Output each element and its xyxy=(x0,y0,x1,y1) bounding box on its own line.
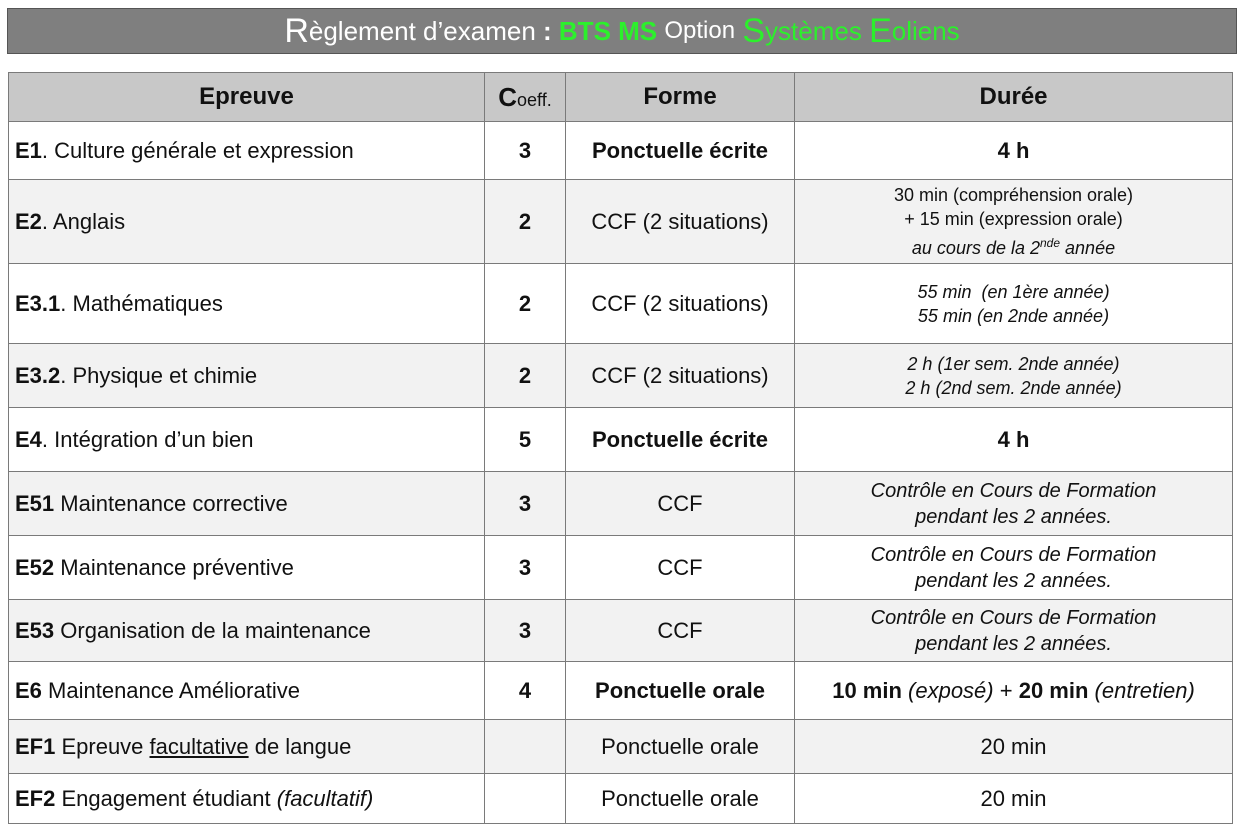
cell-coeff: 2 xyxy=(485,344,566,408)
cell-forme: Ponctuelle écrite xyxy=(566,122,795,180)
epreuve-code: E2 xyxy=(15,208,42,234)
cell-coeff: 3 xyxy=(485,122,566,180)
cell-epreuve xyxy=(9,472,485,536)
cell-duree: 4 h xyxy=(795,122,1233,180)
epreuve-code: E1 xyxy=(15,137,42,163)
duree-line-sup: nde xyxy=(1040,236,1061,250)
cell-epreuve xyxy=(9,180,485,264)
epreuve-code: E51 xyxy=(15,490,55,516)
cell-forme: CCF (2 situations) xyxy=(566,264,795,344)
cell-epreuve xyxy=(9,662,485,720)
epreuve-code: E6 xyxy=(15,677,42,703)
epreuve-name: . Anglais xyxy=(41,208,126,234)
table-row xyxy=(9,122,1233,180)
table-row xyxy=(9,180,1233,264)
title-colon: : xyxy=(535,15,559,46)
table-row xyxy=(9,472,1233,536)
table-row xyxy=(9,264,1233,344)
duree-line: 2 h (2nd sem. 2nde année) xyxy=(905,377,1122,398)
header-epreuve: Epreuve xyxy=(9,73,485,122)
cell-epreuve xyxy=(9,344,485,408)
duree-line xyxy=(801,231,1226,260)
table-row xyxy=(9,600,1233,662)
cell-forme: Ponctuelle orale xyxy=(566,774,795,824)
cell-forme: CCF xyxy=(566,536,795,600)
epreuve-name: Engagement étudiant xyxy=(55,785,277,811)
table-row xyxy=(9,720,1233,774)
title-bts-ms: BTS MS xyxy=(558,15,658,46)
duree-line-b: année xyxy=(1060,238,1116,258)
duree-part: (entretien) xyxy=(1088,677,1195,703)
duree-part: + xyxy=(993,677,1019,703)
cell-coeff: 3 xyxy=(485,536,566,600)
table-row xyxy=(9,344,1233,408)
table-row xyxy=(9,662,1233,720)
cell-epreuve xyxy=(9,536,485,600)
cell-duree: 4 h xyxy=(795,408,1233,472)
cell-coeff: 2 xyxy=(485,180,566,264)
epreuve-name: . Culture générale et expression xyxy=(41,137,354,163)
epreuve-name: . Mathématiques xyxy=(60,290,223,316)
cell-duree xyxy=(795,536,1233,600)
header-coeff-initial: C xyxy=(498,81,518,112)
cell-duree: 20 min xyxy=(795,720,1233,774)
duree-line: pendant les 2 années. xyxy=(915,569,1112,592)
table-row xyxy=(9,774,1233,824)
cell-epreuve xyxy=(9,774,485,824)
table-row xyxy=(9,408,1233,472)
cell-duree xyxy=(795,662,1233,720)
epreuve-name-underlined: facultative xyxy=(149,733,249,759)
duree-line: 55 min (en 2nde année) xyxy=(917,305,1110,326)
cell-epreuve xyxy=(9,408,485,472)
cell-forme: CCF xyxy=(566,600,795,662)
title-s-initial: S xyxy=(742,11,766,50)
cell-coeff: 5 xyxy=(485,408,566,472)
cell-forme: CCF xyxy=(566,472,795,536)
epreuve-code: EF1 xyxy=(15,733,56,759)
cell-forme: CCF (2 situations) xyxy=(566,344,795,408)
title-reglement: èglement d’examen xyxy=(308,15,536,46)
header-coeff xyxy=(485,73,566,122)
duree-part: 20 min xyxy=(1018,677,1089,703)
title-option: Option xyxy=(664,17,736,44)
page-title xyxy=(7,8,1237,54)
cell-coeff: 4 xyxy=(485,662,566,720)
cell-forme: Ponctuelle écrite xyxy=(566,408,795,472)
duree-line: + 15 min (expression orale) xyxy=(904,209,1123,229)
epreuve-name: de langue xyxy=(248,733,352,759)
epreuve-code: E4 xyxy=(15,426,42,452)
cell-epreuve xyxy=(9,122,485,180)
cell-duree: 20 min xyxy=(795,774,1233,824)
epreuve-code: E3.1 xyxy=(15,290,61,316)
header-duree: Durée xyxy=(795,73,1233,122)
title-e-initial: E xyxy=(869,11,892,50)
duree-part: 10 min xyxy=(832,677,902,703)
epreuve-code: E53 xyxy=(15,617,55,643)
duree-line: pendant les 2 années. xyxy=(915,505,1112,528)
duree-line: Contrôle en Cours de Formation xyxy=(870,479,1157,502)
cell-coeff: 3 xyxy=(485,472,566,536)
cell-epreuve xyxy=(9,600,485,662)
cell-duree xyxy=(795,472,1233,536)
exam-table xyxy=(8,72,1233,824)
cell-duree xyxy=(795,264,1233,344)
epreuve-name: Maintenance corrective xyxy=(54,490,288,516)
cell-coeff xyxy=(485,774,566,824)
header-forme: Forme xyxy=(566,73,795,122)
duree-part: (exposé) xyxy=(901,677,994,703)
cell-forme: CCF (2 situations) xyxy=(566,180,795,264)
epreuve-name: Organisation de la maintenance xyxy=(54,617,371,643)
epreuve-name: . Intégration d’un bien xyxy=(41,426,254,452)
epreuve-name: . Physique et chimie xyxy=(60,362,258,388)
epreuve-name: Maintenance Améliorative xyxy=(41,677,300,703)
epreuve-name: Epreuve xyxy=(55,733,150,759)
duree-line: 55 min (en 1ère année) xyxy=(917,281,1110,302)
title-r-initial: R xyxy=(284,11,309,50)
duree-line: Contrôle en Cours de Formation xyxy=(870,606,1157,629)
epreuve-code: E52 xyxy=(15,554,55,580)
header-coeff-rest: oeff. xyxy=(517,89,552,110)
duree-line: 2 h (1er sem. 2nde année) xyxy=(907,353,1120,374)
cell-coeff: 2 xyxy=(485,264,566,344)
cell-coeff xyxy=(485,720,566,774)
table-row xyxy=(9,536,1233,600)
epreuve-name: Maintenance préventive xyxy=(54,554,294,580)
duree-line: pendant les 2 années. xyxy=(915,632,1112,655)
cell-duree xyxy=(795,180,1233,264)
epreuve-code: E3.2 xyxy=(15,362,61,388)
epreuve-name-italic: (facultatif) xyxy=(276,785,374,811)
epreuve-code: EF2 xyxy=(15,785,56,811)
title-systemes: ystèmes xyxy=(765,15,862,46)
cell-epreuve xyxy=(9,264,485,344)
cell-duree xyxy=(795,344,1233,408)
cell-epreuve xyxy=(9,720,485,774)
cell-coeff: 3 xyxy=(485,600,566,662)
duree-line-a: au cours de la 2 xyxy=(911,238,1040,258)
duree-line: Contrôle en Cours de Formation xyxy=(870,543,1157,566)
cell-forme: Ponctuelle orale xyxy=(566,662,795,720)
cell-duree xyxy=(795,600,1233,662)
duree-line: 30 min (compréhension orale) xyxy=(893,185,1134,205)
table-header-row xyxy=(9,73,1233,122)
cell-forme: Ponctuelle orale xyxy=(566,720,795,774)
title-eoliens: oliens xyxy=(891,15,960,46)
